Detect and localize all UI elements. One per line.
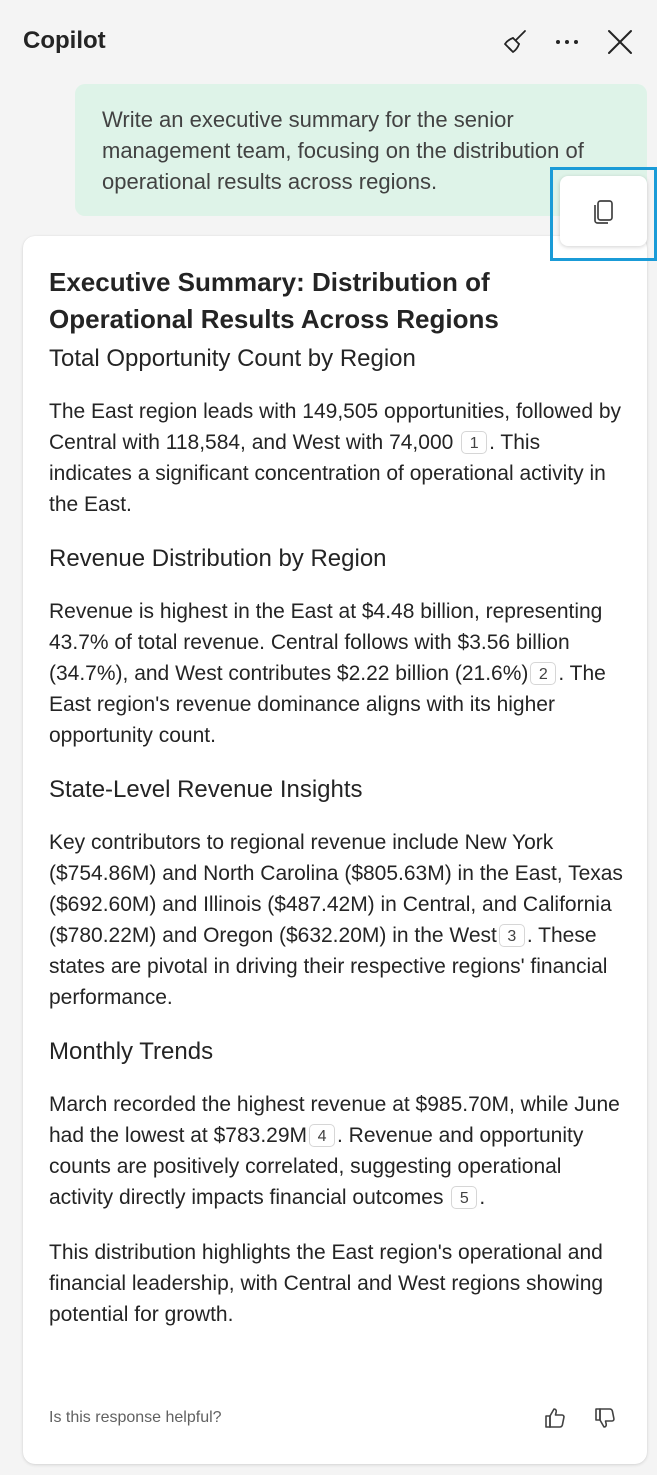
close-icon <box>607 29 633 55</box>
section-heading: Monthly Trends <box>49 1038 214 1065</box>
user-prompt-text: Write an executive summary for the senior management team, focusing on the distribution of operational results across regions. <box>102 107 584 194</box>
closing-paragraph: This distribution highlights the East region's operational and financial leadership, with Central and West regions showing potential for growth. <box>49 1241 604 1326</box>
app-title: Copilot <box>23 27 106 54</box>
more-options-button[interactable] <box>547 22 587 62</box>
close-button[interactable] <box>600 22 640 62</box>
paragraph-text: . These states are pivotal in driving their respective regions' financial performance. <box>49 924 608 1009</box>
citation-badge[interactable]: 3 <box>499 924 525 947</box>
citation-badge[interactable]: 1 <box>461 431 487 454</box>
header <box>0 0 657 84</box>
section-paragraph <box>49 827 623 1013</box>
clear-chat-button[interactable] <box>495 22 535 62</box>
section-paragraph <box>49 396 623 520</box>
paragraph-text: . The East region's revenue dominance aligns with its higher opportunity count. <box>49 662 606 747</box>
citation-badge[interactable]: 2 <box>530 662 556 685</box>
response-card <box>23 236 647 1464</box>
thumbs-up-icon <box>543 1406 567 1430</box>
section-heading: State-Level Revenue Insights <box>49 776 363 803</box>
paragraph-text: Key contributors to regional revenue include New York ($754.86M) and North Carolina ($805.63M) in the East, Texas ($692.60M) and Illinois ($487.42M) in Central, and California ($780.22M) and Oregon ($632.20M) in the West <box>49 831 623 947</box>
section-paragraph <box>49 1089 623 1213</box>
thumbs-down-button[interactable] <box>589 1402 621 1434</box>
feedback-question: Is this response helpful? <box>49 1409 222 1426</box>
paragraph-text: . <box>479 1186 486 1209</box>
section-heading: Revenue Distribution by Region <box>49 545 387 572</box>
feedback-bar <box>49 1398 623 1438</box>
section-paragraph <box>49 596 623 751</box>
broom-icon <box>500 27 530 57</box>
copy-icon <box>592 197 616 225</box>
response-title: Executive Summary: Distribution of Operational Results Across Regions <box>49 267 499 334</box>
paragraph-text: Revenue is highest in the East at $4.48 billion, representing 43.7% of total revenue. Central follows with $3.56 billion (34.7%), and West contributes $2.22 billion (21.6%) <box>49 600 603 685</box>
citation-badge[interactable]: 5 <box>451 1186 477 1209</box>
thumbs-up-button[interactable] <box>539 1402 571 1434</box>
paragraph-text: March recorded the highest revenue at $985.70M, while June had the lowest at $783.29M <box>49 1093 620 1147</box>
section-heading: Total Opportunity Count by Region <box>49 345 416 372</box>
copy-prompt-button[interactable] <box>560 176 647 246</box>
paragraph-text: The East region leads with 149,505 opportunities, followed by Central with 118,584, and West with 74,000 <box>49 400 622 454</box>
paragraph-text: . Revenue and opportunity counts are positively correlated, suggesting operational activity directly impacts financial outcomes <box>49 1124 584 1209</box>
thumbs-down-icon <box>593 1406 617 1430</box>
citation-badge[interactable]: 4 <box>309 1124 335 1147</box>
paragraph-text: . This indicates a significant concentration of operational activity in the East. <box>49 431 606 516</box>
more-horizontal-icon <box>553 28 581 56</box>
